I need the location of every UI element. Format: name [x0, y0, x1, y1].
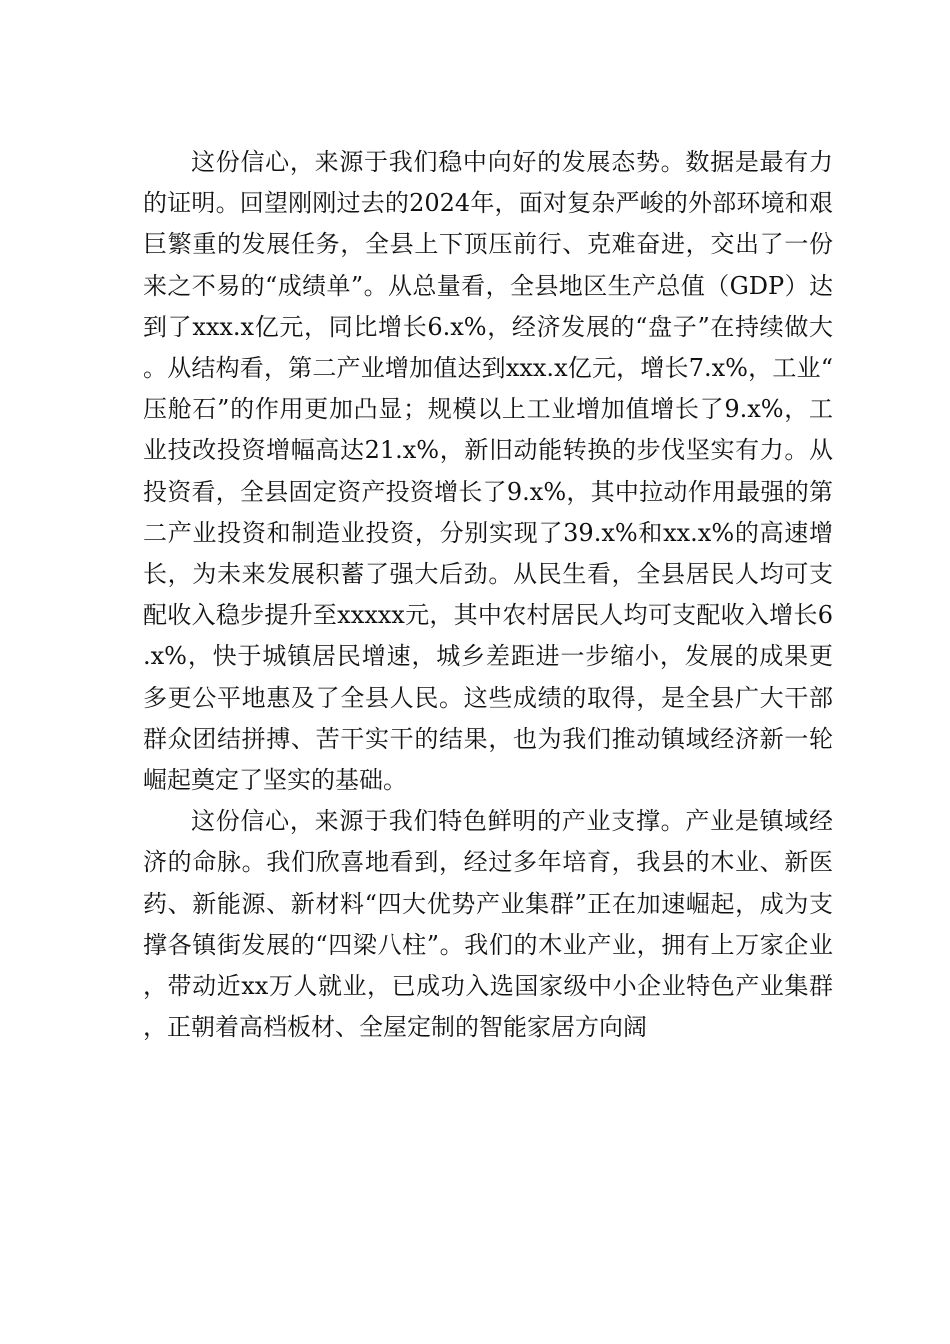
- paragraph-industry-support: 这份信心，来源于我们特色鲜明的产业支撑。产业是镇域经济的命脉。我们欣喜地看到，经过多年培育，我县的木业、新医药、新能源、新材料“四大优势产业集群”正在加速崛起，成为支撑各镇街发展的“四梁八柱”。我们的木业产业，拥有上万家企业，带动近xx万人就业，已成功入选国家级中小企业特色产业集群，正朝着高档板材、全屋定制的智能家居方向阔: [143, 807, 833, 1042]
- paragraph-development-trend: 这份信心，来源于我们稳中向好的发展态势。数据是最有力的证明。回望刚刚过去的2024年，面对复杂严峻的外部环境和艰巨繁重的发展任务，全县上下顶压前行、克难奋进，交出了一份来之不易的“成绩单”。从总量看，全县地区生产总值（GDP）达到了xxx.x亿元，同比增长6.x%，经济发展的“盘子”在持续做大。从结构看，第二产业增加值达到xxx.x亿元，增长7.x%，工业“压舱石”的作用更加凸显；规模以上工业增加值增长了9.x%，工业技改投资增幅高达21.x%，新旧动能转换的步伐坚实有力。从投资看，全县固定资产投资增长了9.x%，其中拉动作用最强的第二产业投资和制造业投资，分别实现了39.x%和xx.x%的高速增长，为未来发展积蓄了强大后劲。从民生看，全县居民人均可支配收入稳步提升至xxxxx元，其中农村居民人均可支配收入增长6.x%，快于城镇居民增速，城乡差距进一步缩小，发展的成果更多更公平地惠及了全县人民。这些成绩的取得，是全县广大干部群众团结拼搏、苦干实干的结果，也为我们推动镇域经济新一轮崛起奠定了坚实的基础。: [143, 148, 833, 795]
- document-body: [143, 142, 833, 1048]
